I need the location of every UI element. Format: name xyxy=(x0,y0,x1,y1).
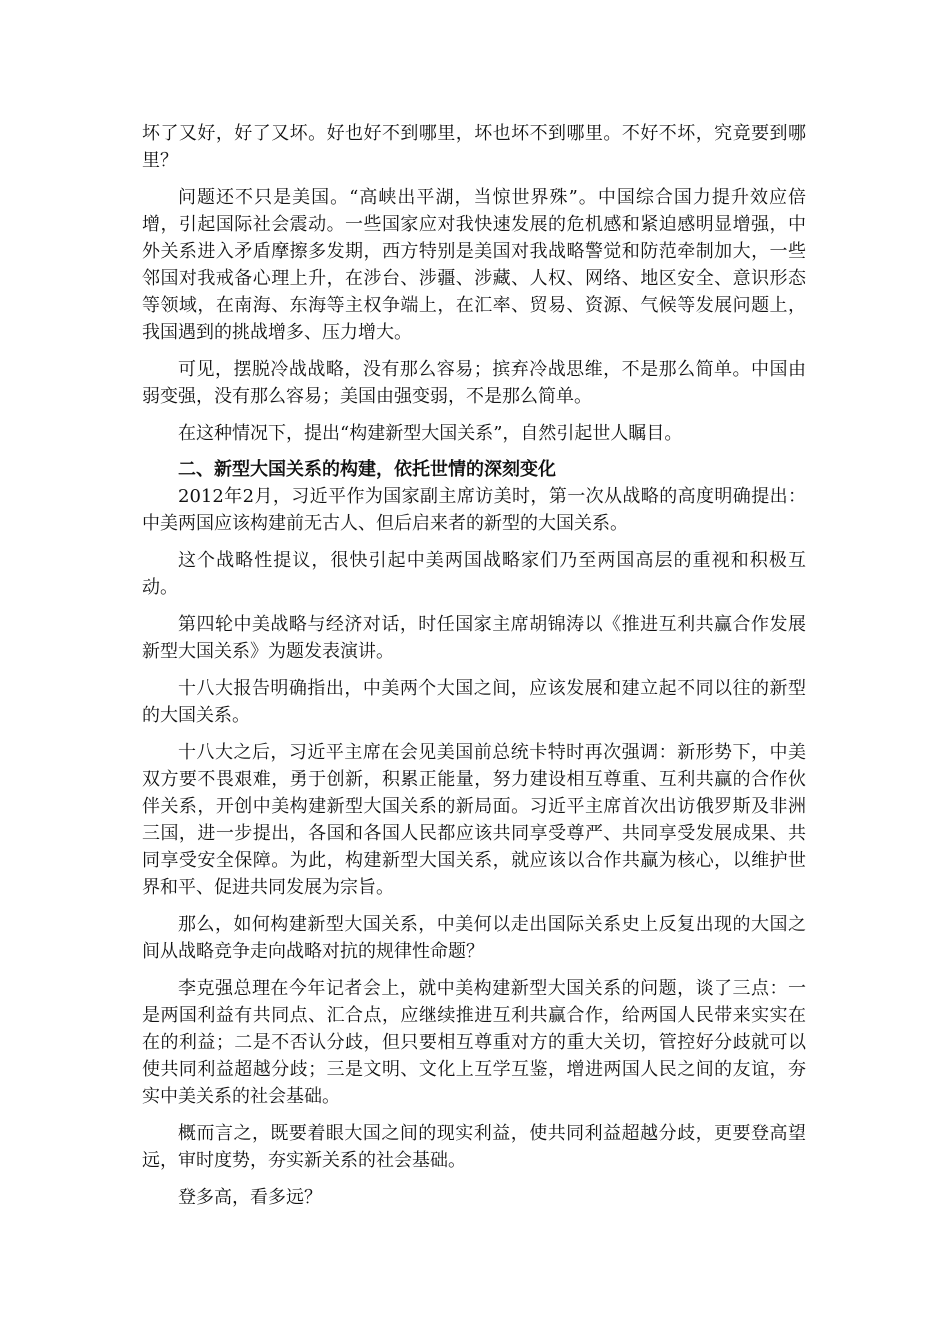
paragraph-continuation: 坏了又好，好了又坏。好也好不到哪里，坏也坏不到哪里。不好不坏，究竟要到哪里？ xyxy=(142,123,806,171)
paragraph-eighteenth-congress: 十八大报告明确指出，中美两个大国之间，应该发展和建立起不同以往的新型的大国关系。 xyxy=(142,678,806,726)
paragraph-in-this-situation: 在这种情况下，提出“构建新型大国关系”，自然引起世人瞩目。 xyxy=(178,423,683,444)
paragraph-after-congress: 十八大之后，习近平主席在会见美国前总统卡特时再次强调：新形势下，中美双方要不畏艰难，勇于创新，积累正能量，努力建设相互尊重、互利共赢的合作伙伴关系，开创中美构建新型大国关系的新局面。习近平主席首次出访俄罗斯及非洲三国，进一步提出，各国和各国人民都应该共同享受尊严、共同享受发展成果、共同享受安全保障。为此，构建新型大国关系，就应该以合作共赢为核心，以维护世界和平、促进共同发展为宗旨。 xyxy=(142,742,806,898)
paragraph-closing-question: 登多高，看多远？ xyxy=(178,1187,322,1208)
paragraph-fourth-dialogue: 第四轮中美战略与经济对话，时任国家主席胡锦涛以《推进互利共赢合作发展新型大国关系》为题发表演讲。 xyxy=(142,614,806,662)
section-heading: 二、新型大国关系的构建，依托世情的深刻变化 xyxy=(178,459,556,480)
paragraph-problem-not-only-us: 问题还不只是美国。“高峡出平湖，当惊世界殊”。中国综合国力提升效应倍增，引起国际社会震动。一些国家应对我快速发展的危机感和紧迫感明显增强，中外关系进入矛盾摩擦多发期，西方特别是美国对我战略警觉和防范牵制加大，一些邻国对我戒备心理上升，在涉台、涉疆、涉藏、人权、网络、地区安全、意识形态等领域，在南海、东海等主权争端上，在汇率、贸易、资源、气候等发展问题上，我国遇到的挑战增多、压力增大。 xyxy=(142,187,806,343)
paragraph-strategic-proposal: 这个战略性提议，很快引起中美两国战略家们乃至两国高层的重视和积极互动。 xyxy=(142,550,806,598)
paragraph-how-to-build: 那么，如何构建新型大国关系，中美何以走出国际关系史上反复出现的大国之间从战略竞争走向战略对抗的规律性命题？ xyxy=(142,914,806,962)
paragraph-summary: 概而言之，既要着眼大国之间的现实利益，使共同利益超越分歧，更要登高望远，审时度势，夯实新关系的社会基础。 xyxy=(142,1123,806,1171)
paragraph-2012-visit: 2012年2月，习近平作为国家副主席访美时，第一次从战略的高度明确提出：中美两国应该构建前无古人、但后启来者的新型的大国关系。 xyxy=(142,486,806,534)
paragraph-not-easy: 可见，摆脱冷战战略，没有那么容易；摈弃冷战思维，不是那么简单。中国由弱变强，没有那么容易；美国由强变弱，不是那么简单。 xyxy=(142,359,806,407)
paragraph-li-keqiang: 李克强总理在今年记者会上，就中美构建新型大国关系的问题，谈了三点：一是两国利益有共同点、汇合点，应继续推进互利共赢合作，给两国人民带来实实在在的利益；二是不否认分歧，但只要相互尊重对方的重大关切，管控好分歧就可以使共同利益超越分歧；三是文明、文化上互学互鉴，增进两国人民之间的友谊，夯实中美关系的社会基础。 xyxy=(142,978,806,1107)
document-body xyxy=(142,120,806,1221)
